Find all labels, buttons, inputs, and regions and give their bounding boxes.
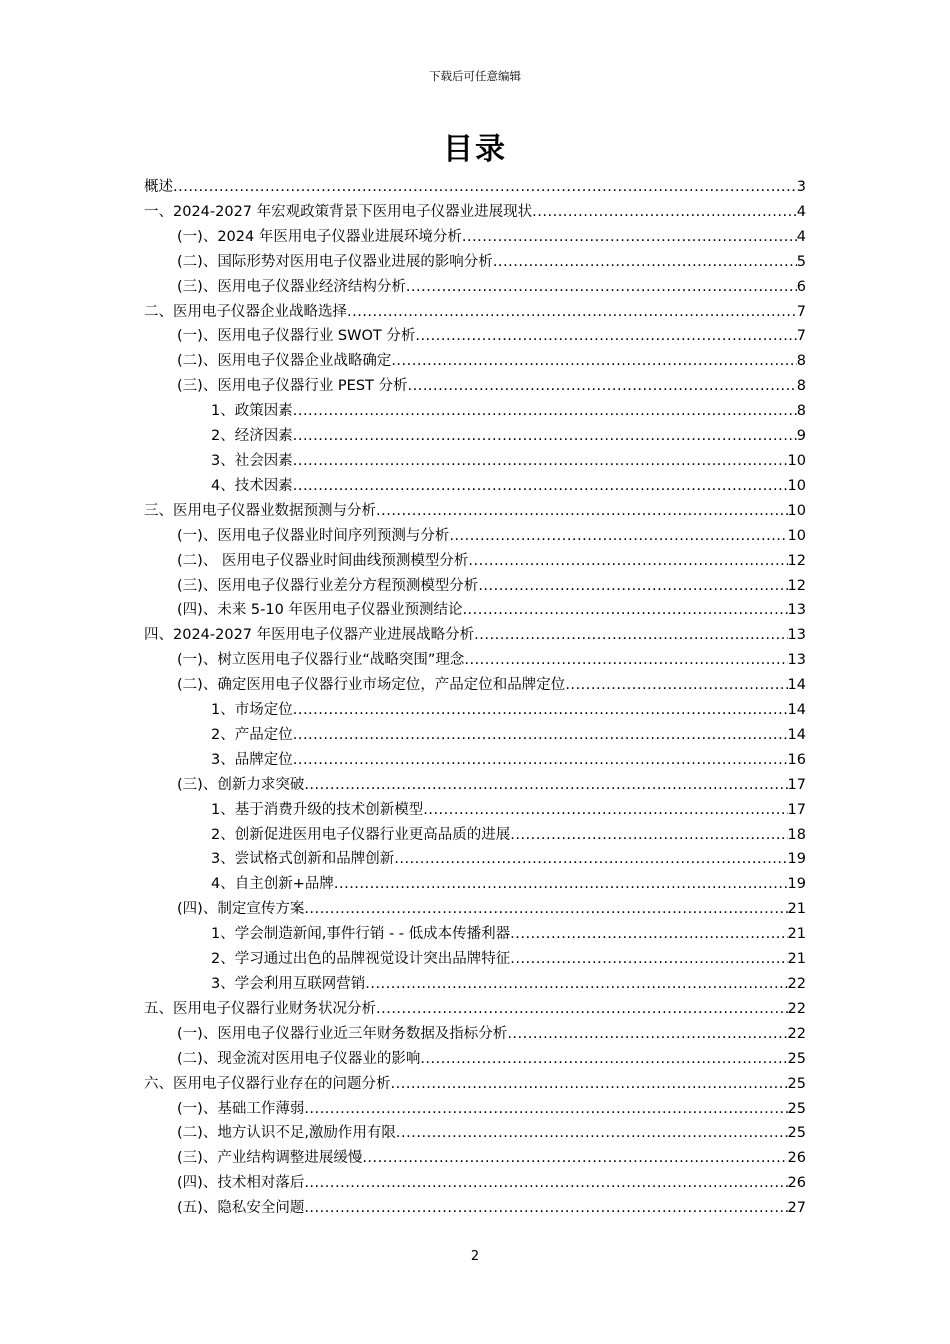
toc-dot-leader: [304, 1196, 787, 1221]
toc-dot-leader: [408, 374, 797, 399]
toc-entry-label: (三)、医用电子仪器行业 PEST 分析: [177, 378, 408, 395]
toc-entry[interactable]: [144, 798, 806, 823]
toc-entry-label: (二)、医用电子仪器企业战略确定: [177, 353, 392, 370]
toc-dot-leader: [423, 798, 787, 823]
toc-entry-label: (一)、基础工作薄弱: [177, 1100, 305, 1117]
toc-entry-label: 五、医用电子仪器行业财务状况分析: [144, 1000, 376, 1017]
toc-entry-label: 1、基于消费升级的技术创新模型: [211, 801, 424, 818]
toc-dot-leader: [293, 474, 788, 499]
toc-entry[interactable]: [144, 524, 806, 549]
toc-entry-page: 14: [787, 702, 806, 719]
toc-entry-page: 12: [787, 552, 806, 569]
toc-entry-page: 25: [787, 1075, 806, 1092]
toc-dot-leader: [391, 1072, 788, 1097]
toc-dot-leader: [449, 524, 787, 549]
toc-entry-page: 5: [796, 253, 806, 270]
toc-entry-label: (四)、制定宣传方案: [177, 901, 305, 918]
toc-entry[interactable]: [144, 300, 806, 325]
toc-entry-page: 3: [796, 179, 806, 195]
toc-entry[interactable]: [144, 200, 806, 225]
toc-dot-leader: [304, 773, 787, 798]
toc-dot-leader: [293, 748, 788, 773]
toc-entry[interactable]: [144, 499, 806, 524]
toc-dot-leader: [362, 1146, 787, 1171]
toc-dot-leader: [462, 225, 797, 250]
toc-entry-label: (一)、医用电子仪器行业 SWOT 分析: [177, 328, 416, 345]
toc-entry-page: 10: [787, 502, 806, 519]
toc-dot-leader: [493, 250, 797, 275]
toc-entry-label: (四)、技术相对落后: [177, 1175, 305, 1192]
toc-entry-label: (二)、国际形势对医用电子仪器业进展的影响分析: [177, 253, 493, 270]
toc-dot-leader: [347, 300, 797, 325]
toc-dot-leader: [565, 673, 787, 698]
toc-entry[interactable]: [144, 847, 806, 872]
toc-entry-label: (二)、确定医用电子仪器行业市场定位，产品定位和品牌定位: [177, 677, 566, 694]
toc-entry-page: 10: [787, 477, 806, 494]
toc-entry[interactable]: [144, 574, 806, 599]
toc-entry-page: 13: [787, 627, 806, 644]
toc-dot-leader: [507, 1022, 787, 1047]
toc-entry-page: 26: [787, 1175, 806, 1192]
toc-dot-leader: [304, 1171, 787, 1196]
toc-entry-label: 三、医用电子仪器业数据预测与分析: [144, 502, 376, 519]
toc-entry[interactable]: [144, 1146, 806, 1171]
toc-entry-label: 1、学会制造新闻,事件行销 - - 低成本传播利器: [211, 926, 511, 943]
toc-entry-label: (二)、地方认识不足,激励作用有限: [177, 1125, 396, 1142]
toc-entry-label: 1、市场定位: [211, 702, 293, 719]
toc-entry-page: 4: [796, 203, 806, 220]
toc-dot-leader: [376, 997, 788, 1022]
toc-entry-page: 19: [787, 876, 806, 893]
toc-dot-leader: [474, 623, 787, 648]
toc-entry[interactable]: [144, 225, 806, 250]
toc-entry-page: 18: [787, 826, 806, 843]
toc-entry-page: 14: [787, 677, 806, 694]
toc-entry[interactable]: [144, 175, 806, 200]
toc-entry-page: 25: [787, 1050, 806, 1067]
toc-entry-page: 8: [796, 403, 806, 420]
toc-entry-page: 19: [787, 851, 806, 868]
toc-dot-leader: [376, 499, 788, 524]
toc-dot-leader: [462, 598, 787, 623]
toc-entry-label: 六、医用电子仪器行业存在的问题分析: [144, 1075, 391, 1092]
toc-entry[interactable]: [144, 474, 806, 499]
toc-entry[interactable]: [144, 549, 806, 574]
toc-entry[interactable]: [144, 424, 806, 449]
toc-entry-page: 26: [787, 1150, 806, 1167]
toc-entry[interactable]: [144, 399, 806, 424]
toc-entry[interactable]: [144, 872, 806, 897]
toc-entry-label: 4、技术因素: [211, 477, 293, 494]
toc-entry-page: 7: [796, 328, 806, 345]
toc-entry[interactable]: [144, 250, 806, 275]
toc-dot-leader: [468, 549, 787, 574]
toc-dot-leader: [334, 872, 788, 897]
toc-entry-label: 2、产品定位: [211, 726, 293, 743]
toc-dot-leader: [510, 922, 787, 947]
toc-dot-leader: [304, 897, 787, 922]
toc-entry-label: 概述: [144, 179, 173, 195]
page-number: 2: [470, 1249, 480, 1264]
toc-entry-page: 25: [787, 1125, 806, 1142]
toc-dot-leader: [365, 972, 787, 997]
toc-entry-page: 9: [796, 428, 806, 445]
toc-dot-leader: [420, 1047, 787, 1072]
toc-dot-leader: [293, 723, 788, 748]
toc-entry-label: 1、政策因素: [211, 403, 293, 420]
toc-entry-label: 二、医用电子仪器企业战略选择: [144, 303, 347, 320]
toc-dot-leader: [304, 1097, 787, 1122]
toc-entry-page: 12: [787, 577, 806, 594]
toc-dot-leader: [293, 449, 788, 474]
toc-entry[interactable]: [144, 1022, 806, 1047]
toc-entry-label: 四、2024-2027 年医用电子仪器产业进展战略分析: [144, 627, 475, 644]
toc-entry-page: 14: [787, 726, 806, 743]
toc-entry-label: 2、创新促进医用电子仪器行业更高品质的进展: [211, 826, 511, 843]
toc-entry-page: 13: [787, 602, 806, 619]
toc-entry[interactable]: [144, 623, 806, 648]
toc-entry[interactable]: [144, 1047, 806, 1072]
toc-entry-label: 一、2024-2027 年宏观政策背景下医用电子仪器业进展现状: [144, 203, 533, 220]
table-of-contents: [144, 175, 806, 1221]
toc-entry-label: 2、学习通过出色的品牌视觉设计突出品牌特征: [211, 951, 511, 968]
toc-entry[interactable]: [144, 648, 806, 673]
toc-entry-page: 6: [796, 278, 806, 295]
toc-entry-page: 21: [787, 901, 806, 918]
toc-entry-page: 17: [787, 801, 806, 818]
toc-entry[interactable]: [144, 748, 806, 773]
toc-entry-label: (二)、 医用电子仪器业时间曲线预测模型分析: [177, 552, 469, 569]
toc-entry-label: (五)、隐私安全问题: [177, 1200, 305, 1217]
toc-entry-page: 17: [787, 776, 806, 793]
toc-dot-leader: [293, 698, 788, 723]
toc-dot-leader: [532, 200, 797, 225]
toc-entry-page: 25: [787, 1100, 806, 1117]
toc-dot-leader: [406, 275, 797, 300]
toc-entry[interactable]: [144, 723, 806, 748]
toc-entry-page: 22: [787, 976, 806, 992]
toc-entry-label: (四)、未来 5-10 年医用电子仪器业预测结论: [177, 602, 463, 619]
toc-entry-label: (三)、医用电子仪器业经济结构分析: [177, 278, 406, 295]
toc-entry[interactable]: [144, 972, 806, 997]
toc-dot-leader: [464, 648, 787, 673]
toc-entry-label: (三)、创新力求突破: [177, 776, 305, 793]
toc-entry[interactable]: [144, 275, 806, 300]
toc-entry-page: 10: [787, 527, 806, 544]
toc-entry-page: 21: [787, 951, 806, 968]
toc-entry-label: (三)、医用电子仪器行业差分方程预测模型分析: [177, 577, 479, 594]
toc-entry-label: (一)、树立医用电子仪器行业“战略突围”理念: [177, 652, 465, 669]
toc-entry-label: (一)、医用电子仪器行业近三年财务数据及指标分析: [177, 1025, 508, 1042]
toc-dot-leader: [293, 424, 797, 449]
toc-entry-page: 22: [787, 1000, 806, 1017]
toc-dot-leader: [394, 847, 787, 872]
toc-entry-label: (三)、产业结构调整进展缓慢: [177, 1150, 363, 1167]
toc-entry[interactable]: [144, 897, 806, 922]
toc-entry-label: 2、经济因素: [211, 428, 293, 445]
toc-dot-leader: [391, 349, 796, 374]
toc-entry-label: 3、尝试格式创新和品牌创新: [211, 851, 395, 868]
toc-entry-label: 4、自主创新+品牌: [211, 876, 334, 893]
toc-entry-page: 16: [787, 751, 806, 768]
toc-entry-page: 13: [787, 652, 806, 669]
toc-dot-leader: [396, 1121, 788, 1146]
toc-entry[interactable]: [144, 773, 806, 798]
toc-dot-leader: [510, 823, 787, 848]
toc-entry-page: 21: [787, 926, 806, 943]
toc-entry[interactable]: [144, 922, 806, 947]
toc-entry[interactable]: [144, 374, 806, 399]
toc-entry-page: 27: [787, 1200, 806, 1217]
toc-entry-label: (一)、医用电子仪器业时间序列预测与分析: [177, 527, 450, 544]
toc-entry[interactable]: [144, 1121, 806, 1146]
toc-entry[interactable]: [144, 997, 806, 1022]
toc-entry-label: 3、品牌定位: [211, 751, 293, 768]
toc-entry-label: 3、社会因素: [211, 452, 293, 469]
toc-entry[interactable]: [144, 598, 806, 623]
toc-entry-label: (一)、2024 年医用电子仪器业进展环境分析: [177, 228, 462, 245]
toc-entry-label: 3、学会利用互联网营销: [211, 976, 366, 992]
toc-entry[interactable]: [144, 449, 806, 474]
header-note: 下载后可任意编辑: [429, 69, 521, 83]
toc-entry-page: 7: [796, 303, 806, 320]
toc-title: 目录: [443, 132, 507, 167]
toc-entry-page: 4: [796, 228, 806, 245]
toc-entry[interactable]: [144, 823, 806, 848]
toc-dot-leader: [415, 324, 796, 349]
toc-entry[interactable]: [144, 1171, 806, 1196]
toc-dot-leader: [173, 175, 797, 200]
toc-entry[interactable]: [144, 673, 806, 698]
toc-entry-page: 10: [787, 452, 806, 469]
toc-dot-leader: [510, 947, 787, 972]
toc-entry[interactable]: [144, 1097, 806, 1122]
toc-entry[interactable]: [144, 698, 806, 723]
toc-entry-page: 22: [787, 1025, 806, 1042]
toc-entry[interactable]: [144, 947, 806, 972]
toc-entry[interactable]: [144, 349, 806, 374]
toc-entry[interactable]: [144, 1072, 806, 1097]
toc-entry-page: 8: [796, 353, 806, 370]
toc-entry-page: 8: [796, 378, 806, 395]
toc-entry[interactable]: [144, 324, 806, 349]
toc-entry[interactable]: [144, 1196, 806, 1221]
toc-dot-leader: [293, 399, 797, 424]
toc-entry-label: (二)、现金流对医用电子仪器业的影响: [177, 1050, 421, 1067]
toc-dot-leader: [478, 574, 787, 599]
